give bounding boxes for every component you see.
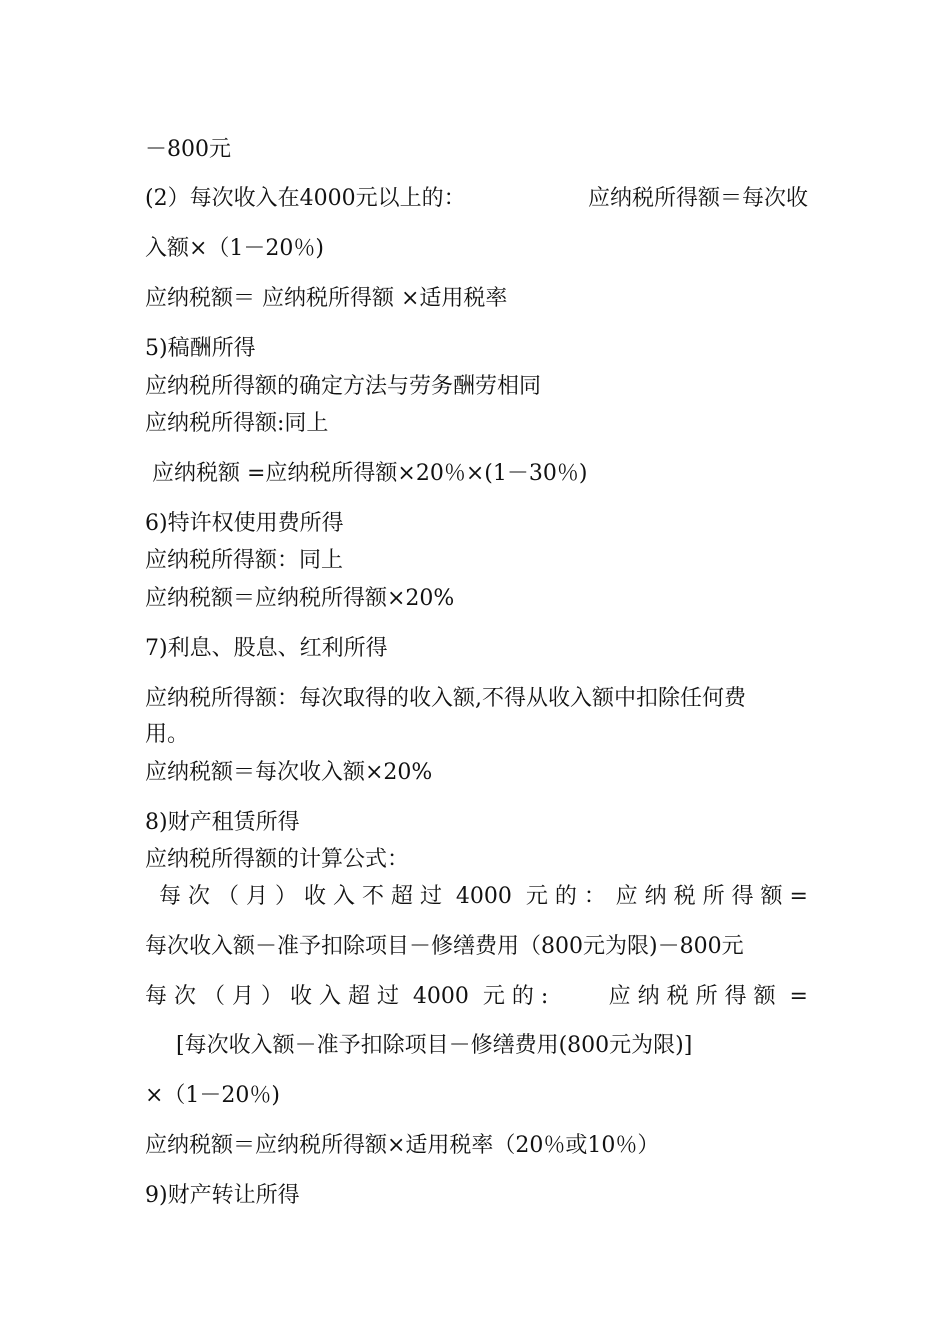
text-line: 每次收入额－准予扣除项目－修缮费用（800元为限)－800元	[145, 934, 744, 959]
section-heading: 5)稿酬所得	[145, 336, 256, 361]
text-segment: 应 纳 税 所 得 额 =	[608, 984, 808, 1009]
text-line: 应纳税额＝ 应纳税所得额 ×适用税率	[145, 286, 508, 311]
text-segment: 应 纳 税 所 得 额 =	[615, 884, 808, 909]
text-segment: 应纳税所得额＝每次收	[587, 186, 808, 211]
section-heading: 6)特许权使用费所得	[145, 511, 344, 536]
text-line-justified	[145, 983, 808, 1011]
section-heading: 7)利息、股息、红利所得	[145, 636, 388, 661]
text-line: [每次收入额－准予扣除项目－修缮费用(800元为限)]	[176, 1033, 693, 1058]
text-line: 入额×（1－20％)	[145, 236, 325, 261]
text-line: 应纳税所得额的计算公式：	[145, 847, 410, 872]
text-line-justified	[159, 883, 808, 911]
text-line: 应纳税所得额：每次取得的收入额,不得从收入额中扣除任何费	[145, 686, 746, 711]
text-line: －800元	[145, 137, 231, 162]
text-line: 应纳税额＝应纳税所得额×适用税率（20％或10％）	[145, 1133, 660, 1158]
text-line: 应纳税所得额：同上	[145, 548, 344, 573]
text-line: 用。	[145, 722, 190, 747]
text-line: 应纳税所得额的确定方法与劳务酬劳相同	[145, 374, 542, 399]
section-heading: 8)财产租赁所得	[145, 810, 300, 835]
text-line: 应纳税所得额:同上	[145, 411, 329, 436]
text-line: ×（1－20％)	[145, 1083, 281, 1108]
text-segment: (2）每次收入在4000元以上的：	[145, 186, 466, 211]
text-segment: 每 次 （ 月 ） 收 入 不 超 过 4000 元 的 ：	[159, 884, 606, 909]
text-line: 应纳税额＝每次收入额×20%	[145, 760, 433, 785]
section-heading: 9)财产转让所得	[145, 1183, 300, 1208]
text-line-justified	[145, 185, 808, 213]
text-line: 应纳税额＝应纳税所得额×20%	[145, 586, 455, 611]
text-segment: 每 次 （ 月 ） 收 入 超 过 4000 元 的 :	[145, 984, 549, 1009]
text-line: 应纳税额 =应纳税所得额×20％×(1－30％)	[145, 461, 588, 486]
